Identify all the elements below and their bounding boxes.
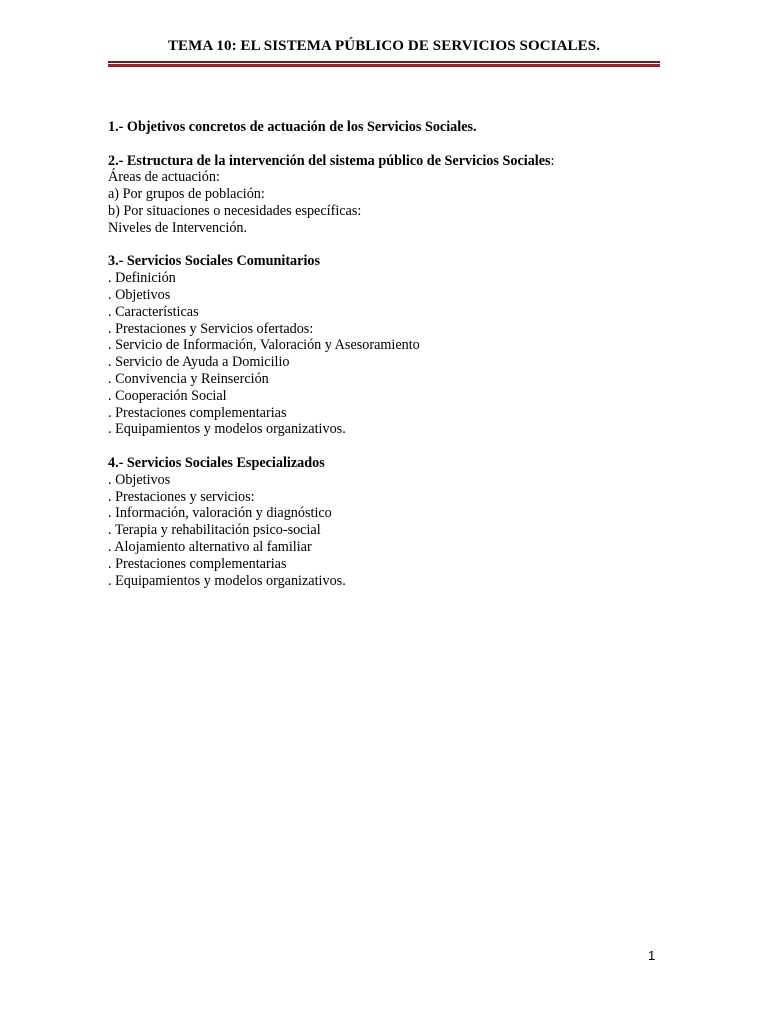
section-heading: 2.- Estructura de la intervención del sistema público de Servicios Sociales: <box>108 152 555 169</box>
section-2 <box>108 153 668 237</box>
list-item: . Objetivos <box>108 471 171 488</box>
section-3 <box>108 253 668 438</box>
list-item: . Prestaciones complementarias <box>108 404 287 421</box>
list-item: . Características <box>108 303 199 320</box>
list-item: . Convivencia y Reinserción <box>108 370 269 387</box>
list-item: . Objetivos <box>108 286 171 303</box>
paragraph-gap <box>108 136 668 153</box>
list-item: . Servicio de Ayuda a Domicilio <box>108 354 290 371</box>
list-item: . Prestaciones y servicios: <box>108 488 255 505</box>
section-1 <box>108 119 668 136</box>
list-item: . Definición <box>108 270 176 287</box>
section-heading: 1.- Objetivos concretos de actuación de los Servicios Sociales. <box>108 119 477 135</box>
paragraph-gap <box>108 237 668 254</box>
list-item: Áreas de actuación: <box>108 169 220 186</box>
list-item: . Información, valoración y diagnóstico <box>108 505 332 522</box>
list-item: . Equipamientos y modelos organizativos. <box>108 421 346 438</box>
page-number: 1 <box>648 948 656 963</box>
document-header-title: TEMA 10: EL SISTEMA PÚBLICO DE SERVICIOS SOCIALES. <box>167 38 601 54</box>
list-item: b) Por situaciones o necesidades específicas: <box>108 202 362 219</box>
section-4 <box>108 455 668 589</box>
list-item: . Prestaciones complementarias <box>108 555 287 572</box>
paragraph-gap <box>108 438 668 455</box>
list-item: . Terapia y rehabilitación psico-social <box>108 522 321 539</box>
list-item: Niveles de Intervención. <box>108 219 248 236</box>
list-item: . Servicio de Información, Valoración y Asesoramiento <box>108 337 420 354</box>
section-heading: 3.- Servicios Sociales Comunitarios <box>108 253 321 270</box>
document-body <box>108 119 668 589</box>
header-rule-top-line <box>108 61 660 63</box>
header-rule-bottom-line <box>108 64 660 67</box>
list-item: . Cooperación Social <box>108 387 227 404</box>
header-double-rule <box>108 61 660 67</box>
list-item: . Prestaciones y Servicios ofertados: <box>108 320 314 337</box>
list-item: a) Por grupos de población: <box>108 186 265 203</box>
list-item: . Alojamiento alternativo al familiar <box>108 538 312 555</box>
section-heading: 4.- Servicios Sociales Especializados <box>108 454 325 471</box>
list-item: . Equipamientos y modelos organizativos. <box>108 572 346 589</box>
